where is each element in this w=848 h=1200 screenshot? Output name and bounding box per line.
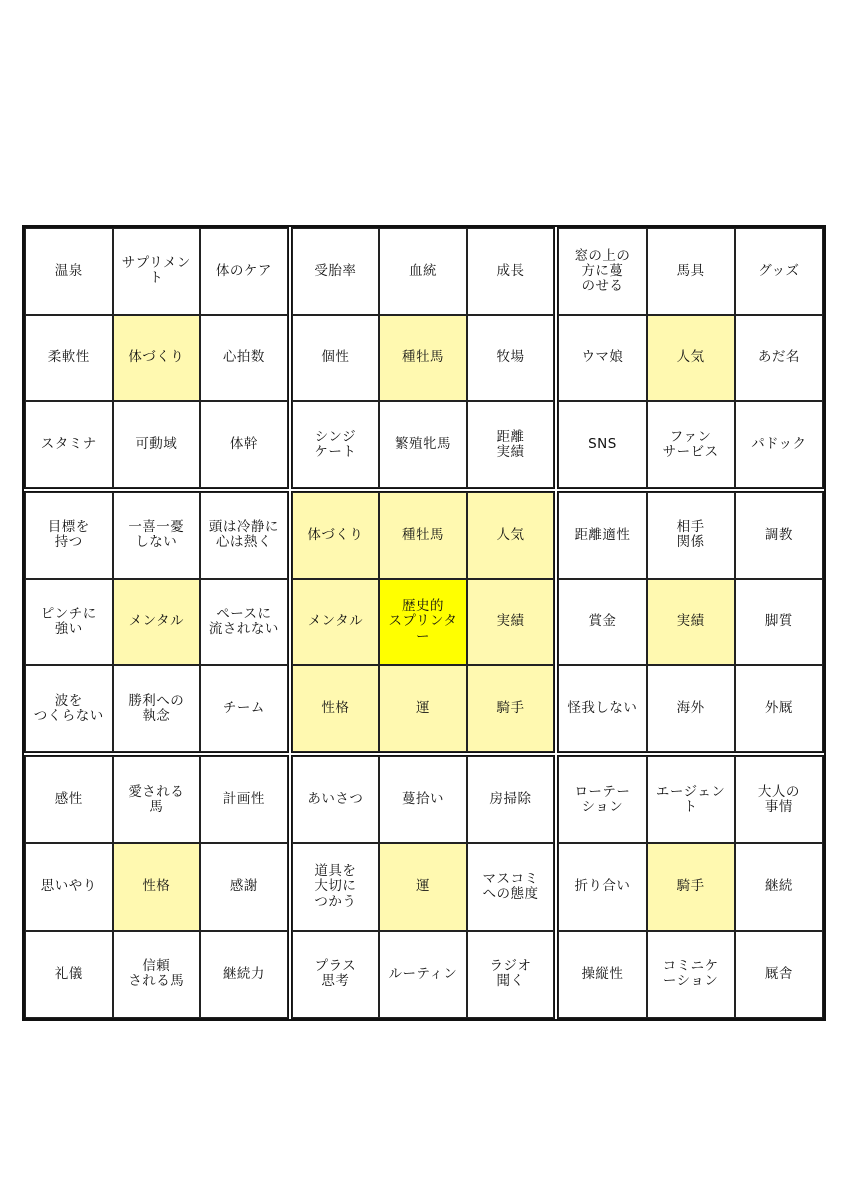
block-theme-cell: 実績 [647, 579, 735, 666]
action-cell: 個性 [292, 315, 380, 402]
action-cell: 血統 [379, 228, 467, 315]
block-theme-cell: 性格 [113, 843, 201, 930]
action-cell: 継続力 [200, 931, 288, 1018]
action-cell: プラス 思考 [292, 931, 380, 1018]
action-cell: 房掃除 [467, 756, 555, 843]
sub-goal-cell: 種牡馬 [379, 492, 467, 579]
action-cell: ウマ娘 [558, 315, 646, 402]
action-cell: あいさつ [292, 756, 380, 843]
chart-block-2 [557, 227, 824, 489]
action-cell: ラジオ 聞く [467, 931, 555, 1018]
action-cell: シンジ ケート [292, 401, 380, 488]
block-theme-cell: 騎手 [647, 843, 735, 930]
block-theme-cell: 運 [379, 843, 467, 930]
action-cell: 繁殖牝馬 [379, 401, 467, 488]
action-cell: 海外 [647, 665, 735, 752]
action-cell: エージェント [647, 756, 735, 843]
action-cell: 脚質 [735, 579, 823, 666]
action-cell: ピンチに 強い [25, 579, 113, 666]
action-cell: 賞金 [558, 579, 646, 666]
action-cell: ローテー ション [558, 756, 646, 843]
action-cell: スタミナ [25, 401, 113, 488]
action-cell: 体のケア [200, 228, 288, 315]
action-cell: ペースに 流されない [200, 579, 288, 666]
action-cell: 信頼 される馬 [113, 931, 201, 1018]
action-cell: 計画性 [200, 756, 288, 843]
action-cell: 相手 関係 [647, 492, 735, 579]
action-cell: 愛される 馬 [113, 756, 201, 843]
block-theme-cell: 体づくり [113, 315, 201, 402]
action-cell: 礼儀 [25, 931, 113, 1018]
action-cell: 折り合い [558, 843, 646, 930]
action-cell: マスコミ への態度 [467, 843, 555, 930]
sub-goal-cell: メンタル [292, 579, 380, 666]
chart-block-3 [24, 491, 289, 753]
action-cell: 成長 [467, 228, 555, 315]
action-cell: 大人の 事情 [735, 756, 823, 843]
sub-goal-cell: 実績 [467, 579, 555, 666]
chart-block-4 [291, 491, 556, 753]
action-cell: コミニケ ーション [647, 931, 735, 1018]
chart-block-8 [557, 755, 824, 1019]
action-cell: 目標を 持つ [25, 492, 113, 579]
action-cell: 柔軟性 [25, 315, 113, 402]
action-cell: パドック [735, 401, 823, 488]
chart-block-0 [24, 227, 289, 489]
chart-block-1 [291, 227, 556, 489]
action-cell: 受胎率 [292, 228, 380, 315]
chart-block-6 [24, 755, 289, 1019]
action-cell: 道具を 大切に つかう [292, 843, 380, 930]
action-cell: 調教 [735, 492, 823, 579]
action-cell: 窓の上の 方に蔓 のせる [558, 228, 646, 315]
action-cell: 怪我しない [558, 665, 646, 752]
action-cell: ファン サービス [647, 401, 735, 488]
action-cell: 可動域 [113, 401, 201, 488]
action-cell: 温泉 [25, 228, 113, 315]
action-cell: 頭は冷静に 心は熱く [200, 492, 288, 579]
action-cell: 距離適性 [558, 492, 646, 579]
action-cell: 外厩 [735, 665, 823, 752]
action-cell: 感謝 [200, 843, 288, 930]
block-theme-cell: 種牡馬 [379, 315, 467, 402]
sub-goal-cell: 性格 [292, 665, 380, 752]
action-cell: 厩舎 [735, 931, 823, 1018]
action-cell: 操縦性 [558, 931, 646, 1018]
action-cell: グッズ [735, 228, 823, 315]
action-cell: ルーティン [379, 931, 467, 1018]
block-theme-cell: メンタル [113, 579, 201, 666]
action-cell: 体幹 [200, 401, 288, 488]
action-cell: 勝利への 執念 [113, 665, 201, 752]
chart-block-7 [291, 755, 556, 1019]
action-cell: 蔓拾い [379, 756, 467, 843]
action-cell: 継続 [735, 843, 823, 930]
action-cell: あだ名 [735, 315, 823, 402]
chart-block-5 [557, 491, 824, 753]
action-cell: 距離 実績 [467, 401, 555, 488]
main-goal-cell: 歴史的 スプリンター [379, 579, 467, 666]
sub-goal-cell: 運 [379, 665, 467, 752]
sub-goal-cell: 人気 [467, 492, 555, 579]
action-cell: SNS [558, 401, 646, 488]
action-cell: 一喜一憂 しない [113, 492, 201, 579]
action-cell: 牧場 [467, 315, 555, 402]
action-cell: 感性 [25, 756, 113, 843]
action-cell: 馬具 [647, 228, 735, 315]
sub-goal-cell: 騎手 [467, 665, 555, 752]
action-cell: サプリメント [113, 228, 201, 315]
action-cell: 波を つくらない [25, 665, 113, 752]
sub-goal-cell: 体づくり [292, 492, 380, 579]
mandala-chart [22, 225, 826, 1021]
action-cell: 思いやり [25, 843, 113, 930]
block-theme-cell: 人気 [647, 315, 735, 402]
action-cell: 心拍数 [200, 315, 288, 402]
action-cell: チーム [200, 665, 288, 752]
